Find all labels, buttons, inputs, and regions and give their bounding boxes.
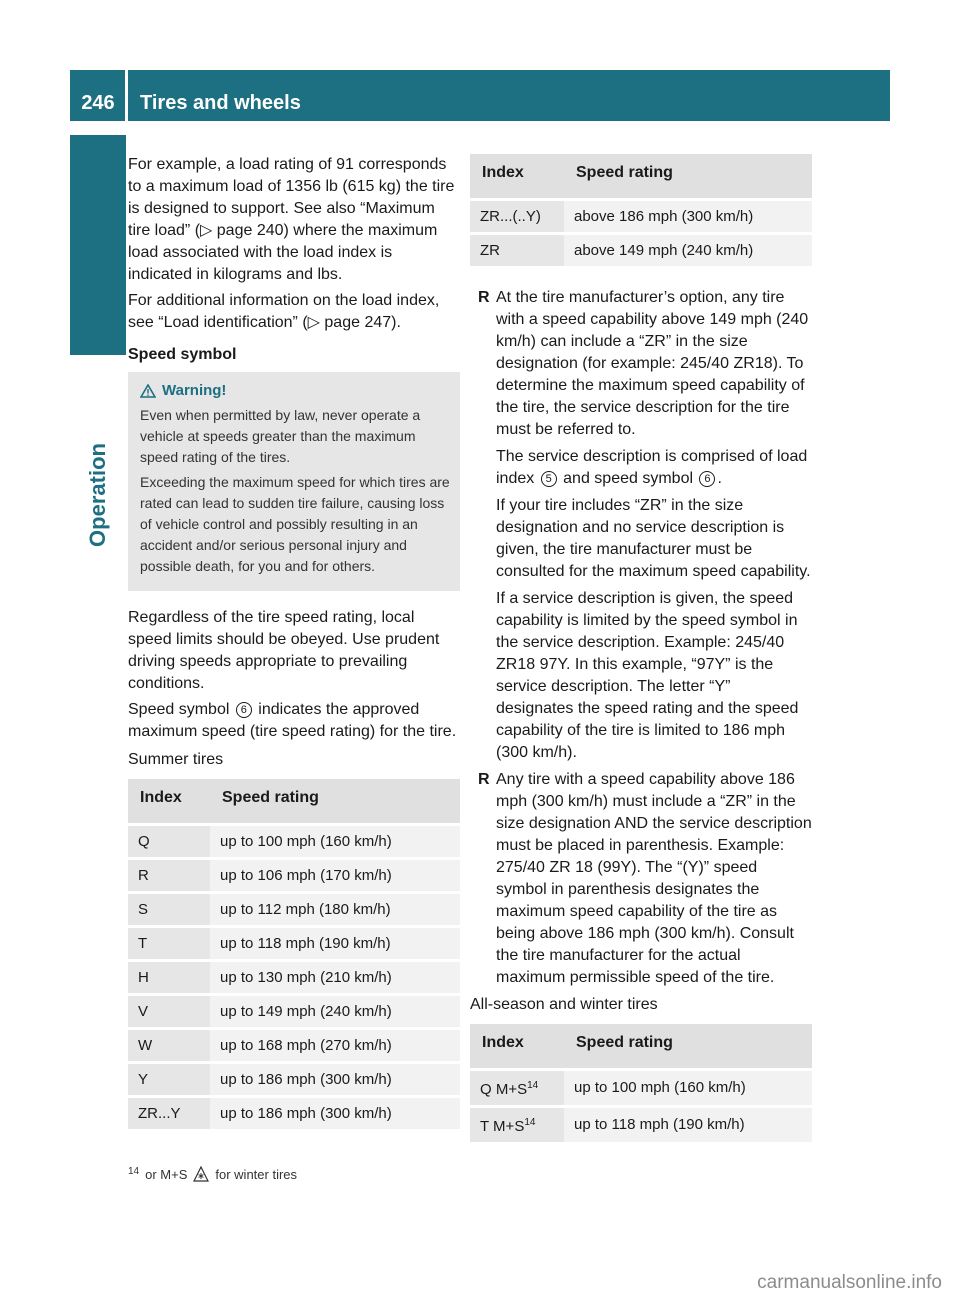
speed-symbol-text-post: indicates the approved maximum speed (tire speed rating) for the tire. — [128, 701, 457, 740]
watermark: carmanualsonline.info — [757, 1272, 942, 1293]
speed-rating-cell: up to 186 mph (300 km/h) — [210, 1098, 460, 1132]
service-text-post: . — [717, 470, 722, 487]
page-number: 246 — [81, 92, 115, 114]
table-row — [128, 826, 460, 860]
speed-rating-cell: up to 168 mph (270 km/h) — [210, 1030, 460, 1064]
warning-title — [140, 380, 452, 401]
speed-rating-cell: up to 112 mph (180 km/h) — [210, 894, 460, 928]
index-cell: V — [128, 996, 210, 1030]
warning-text-1: Even when permitted by law, never operate a vehicle at speeds greater than the maximum speed rating of the tires. — [140, 407, 421, 465]
right-column — [470, 154, 812, 1163]
speed-symbol-text-pre: Speed symbol — [128, 701, 230, 718]
index-cell: Y — [128, 1064, 210, 1098]
column-header-index: Index — [470, 1024, 564, 1071]
section-tab — [70, 355, 126, 555]
load-rating-paragraph: For example, a load rating of 91 corresponds to a maximum load of 1356 lb (615 kg) the tire is designed to support. See also “Maximum tire load” (▷ page 240) where the maximum load associated with the load index is indicated in kilograms and lbs. — [128, 156, 455, 283]
bullet-zr-option — [470, 287, 812, 764]
side-color-block — [70, 135, 126, 355]
service-text-mid: and speed symbol — [563, 470, 694, 487]
warning-title-text: Warning! — [162, 382, 227, 399]
speed-symbol-paragraph — [128, 699, 460, 743]
index-cell: H — [128, 962, 210, 996]
service-text-pre: The service description is comprised of load index — [496, 448, 808, 487]
footnote-text-pre: or M+S — [145, 1166, 188, 1182]
index-text: Q M+S — [480, 1081, 528, 1098]
speed-rating-cell: up to 100 mph (160 km/h) — [210, 826, 460, 860]
column-header-speed-rating: Speed rating — [564, 1024, 812, 1071]
all-season-label: All-season and winter tires — [470, 996, 658, 1013]
section-tab-label: Operation — [85, 443, 110, 547]
index-cell: ZR — [470, 235, 564, 269]
summer-tires-table — [128, 779, 460, 1132]
footnote — [128, 1166, 297, 1182]
index-cell: S — [128, 894, 210, 928]
table-header-row — [128, 779, 460, 826]
index-cell — [470, 1108, 564, 1145]
index-cell: R — [128, 860, 210, 894]
summer-tires-label: Summer tires — [128, 751, 224, 768]
no-service-description-paragraph: If your tire includes “ZR” in the size designation and no service description is given, the tire manufacturer must be consulted for the maximum speed capability. — [496, 497, 811, 580]
table-row — [128, 860, 460, 894]
service-description-example-paragraph: If a service description is given, the speed capability is limited by the speed symbol in the service description. Example: 245/40 ZR18 97Y. In this example, “97Y” is the service description. The letter “Y” designates the speed rating and the speed capability of the tire is limited to 186 mph (300 km/h). — [496, 590, 799, 761]
bullet-above-186 — [470, 769, 812, 989]
bullet-marker: R — [478, 771, 490, 788]
index-cell: ZR...Y — [128, 1098, 210, 1132]
warning-text-2: Exceeding the maximum speed for which tires are rated can lead to sudden tire failure, causing loss of vehicle control and possibly resulting in an accident and/or serious personal injury and possible death, for you and for others. — [140, 474, 450, 574]
footnote-ref: 14 — [527, 1080, 539, 1091]
load-index-paragraph: For additional information on the load index, see “Load identification” (▷ page 247). — [128, 292, 440, 331]
speed-rating-cell: up to 130 mph (210 km/h) — [210, 962, 460, 996]
bullet-marker: R — [478, 289, 490, 306]
speed-symbol-heading: Speed symbol — [128, 346, 237, 363]
footnote-ref: 14 — [524, 1117, 536, 1128]
winter-tires-table — [470, 1024, 812, 1145]
speed-rating-cell: up to 118 mph (190 km/h) — [564, 1108, 812, 1145]
bullet-text: Any tire with a speed capability above 186 mph (300 km/h) must include a “ZR” in the size designation AND the service description must be placed in parenthesis. Example: 275/40 ZR 18 (99Y). The “(Y)” speed symbol in parenthesis designates the maximum speed capability of the tire as being above 186 mph (300 km/h). Consult the tire manufacturer for the actual maximum permissible speed of the tire. — [496, 771, 812, 986]
index-cell: W — [128, 1030, 210, 1064]
table-row — [128, 1098, 460, 1132]
index-cell: ZR...(..Y) — [470, 201, 564, 235]
left-column — [128, 154, 460, 1150]
header-separator — [125, 70, 128, 121]
page-title: Tires and wheels — [140, 92, 301, 114]
footnote-number — [128, 1166, 139, 1182]
index-cell: T — [128, 928, 210, 962]
table-row — [128, 1030, 460, 1064]
speed-rating-cell: up to 100 mph (160 km/h) — [564, 1071, 812, 1108]
marker-6-icon: 6 — [699, 471, 715, 487]
warning-triangle-icon — [140, 384, 156, 398]
service-description-paragraph — [496, 446, 812, 490]
speed-rating-cell: up to 118 mph (190 km/h) — [210, 928, 460, 962]
bullet-text: At the tire manufacturer’s option, any tire with a speed capability above 149 mph (240 km/h) can include a “ZR” in the size designation (for example: 245/40 ZR18). To determine the maximum speed capability of the tire, the service description for the tire must be referred to. — [496, 289, 809, 438]
speed-limits-paragraph: Regardless of the tire speed rating, local speed limits should be obeyed. Use prudent driving speeds appropriate to prevailing conditions. — [128, 609, 440, 692]
table-row — [470, 1108, 812, 1145]
speed-rating-cell: above 149 mph (240 km/h) — [564, 235, 812, 269]
speed-rating-cell: up to 106 mph (170 km/h) — [210, 860, 460, 894]
column-header-speed-rating: Speed rating — [564, 154, 812, 201]
marker-6-icon: 6 — [236, 702, 252, 718]
index-text: T M+S — [480, 1118, 525, 1135]
table-row — [128, 894, 460, 928]
table-header-row — [470, 1024, 812, 1071]
column-header-speed-rating: Speed rating — [210, 779, 460, 826]
warning-box — [128, 372, 460, 591]
table-row — [470, 201, 812, 235]
footnote-sup: 14 — [128, 1166, 140, 1177]
index-cell: Q — [128, 826, 210, 860]
table-row — [470, 235, 812, 269]
column-header-index: Index — [128, 779, 210, 826]
snowflake-mountain-icon — [193, 1166, 209, 1182]
speed-rating-cell: above 186 mph (300 km/h) — [564, 201, 812, 235]
table-row — [128, 1064, 460, 1098]
table-row — [128, 996, 460, 1030]
speed-rating-cell: up to 186 mph (300 km/h) — [210, 1064, 460, 1098]
footnote-text-post: for winter tires — [215, 1166, 298, 1182]
column-header-index: Index — [470, 154, 564, 201]
speed-rating-cell: up to 149 mph (240 km/h) — [210, 996, 460, 1030]
zr-tires-table — [470, 154, 812, 269]
table-row — [470, 1071, 812, 1108]
marker-5-icon: 5 — [541, 471, 557, 487]
table-row — [128, 928, 460, 962]
table-row — [128, 962, 460, 996]
index-cell — [470, 1071, 564, 1108]
table-header-row — [470, 154, 812, 201]
